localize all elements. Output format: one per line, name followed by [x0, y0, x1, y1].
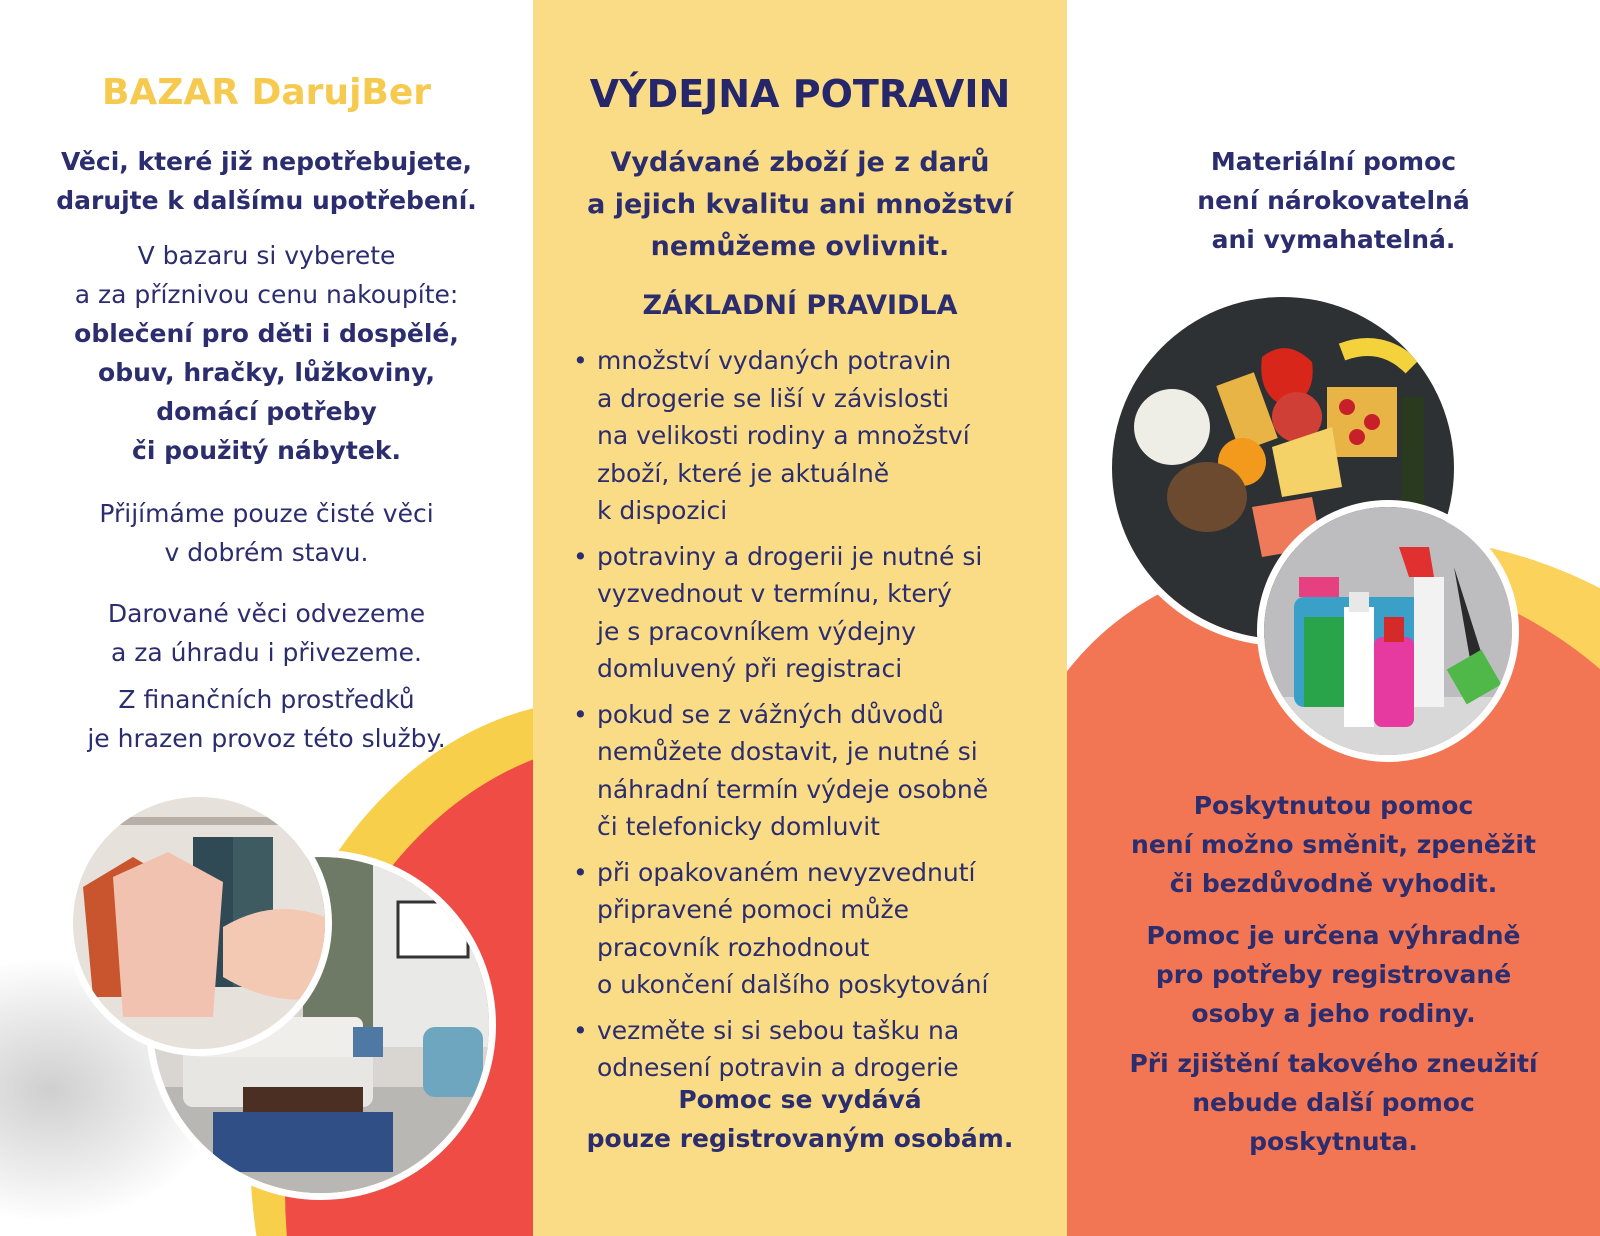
bazar-intro: Věci, které již nepotřebujete, darujte k dalšímu upotřebení. [56, 147, 477, 215]
list-item: • množství vydaných potravin a drogerie se liší v závislosti na velikosti rodiny a množství zboží, které je aktuálně k dispozici [573, 342, 1053, 530]
clothes-photo-icon [73, 797, 325, 1049]
bazar-panel [0, 0, 533, 1236]
food-bank-title: VÝDEJNA POTRAVIN [589, 72, 1011, 116]
clothes-photo [66, 790, 332, 1056]
list-item: • vezměte si si sebou tašku na odnesení potravin a drogerie [573, 1012, 1053, 1087]
no-exchange-note: Poskytnutou pomoc není možno směnit, zpeněžit či bezdůvodně vyhodit. [1131, 791, 1536, 898]
list-item: • potraviny a drogerii je nutné si vyzvednout v termínu, který je s pracovníkem výdejny domluvený při registraci [573, 538, 1053, 688]
bazar-funding: Z finančních prostředků je hrazen provoz této služby. [87, 685, 446, 753]
rules-title: ZÁKLADNÍ PRAVIDLA [642, 290, 958, 321]
food-bank-intro: Vydávané zboží je z darů a jejich kvalitu ani množství nemůžeme ovlivnit. [587, 147, 1013, 262]
cleaning-supplies-photo [1257, 500, 1519, 762]
food-bank-footer: Pomoc se vydává pouze registrovaným osobám. [586, 1085, 1014, 1153]
list-item: • při opakovaném nevyzvednutí připravené pomoci může pracovník rozhodnout o ukončení dalšího poskytování [573, 854, 1053, 1004]
bazar-delivery: Darované věci odvezeme a za úhradu i přivezeme. [107, 599, 426, 667]
list-item: • pokud se z vážných důvodů nemůžete dostavit, je nutné si náhradní termín výdeje osobně či telefonicky domluvit [573, 696, 1053, 846]
misuse-warning: Při zjištění takového zneužití nebude další pomoc poskytnuta. [1129, 1049, 1538, 1156]
bazar-accept: Přijímáme pouze čisté věci v dobrém stavu. [99, 499, 434, 567]
rules-list [573, 342, 1053, 1095]
bazar-title: BAZAR DarujBer [101, 72, 432, 113]
cleaning-supplies-photo-icon [1264, 507, 1512, 755]
intended-use-note: Pomoc je určena výhradně pro potřeby registrované osoby a jeho rodiny. [1146, 921, 1521, 1028]
food-bank-panel [533, 0, 1067, 1236]
conditions-panel [1067, 0, 1600, 1236]
material-help-note: Materiální pomoc není nárokovatelná ani vymahatelná. [1197, 147, 1470, 254]
bazar-offer: V bazaru si vyberete a za příznivou cenu nakoupíte: oblečení pro děti i dospělé, obuv, hračky, lůžkoviny, domácí potřeby či použitý nábytek. [74, 241, 459, 465]
